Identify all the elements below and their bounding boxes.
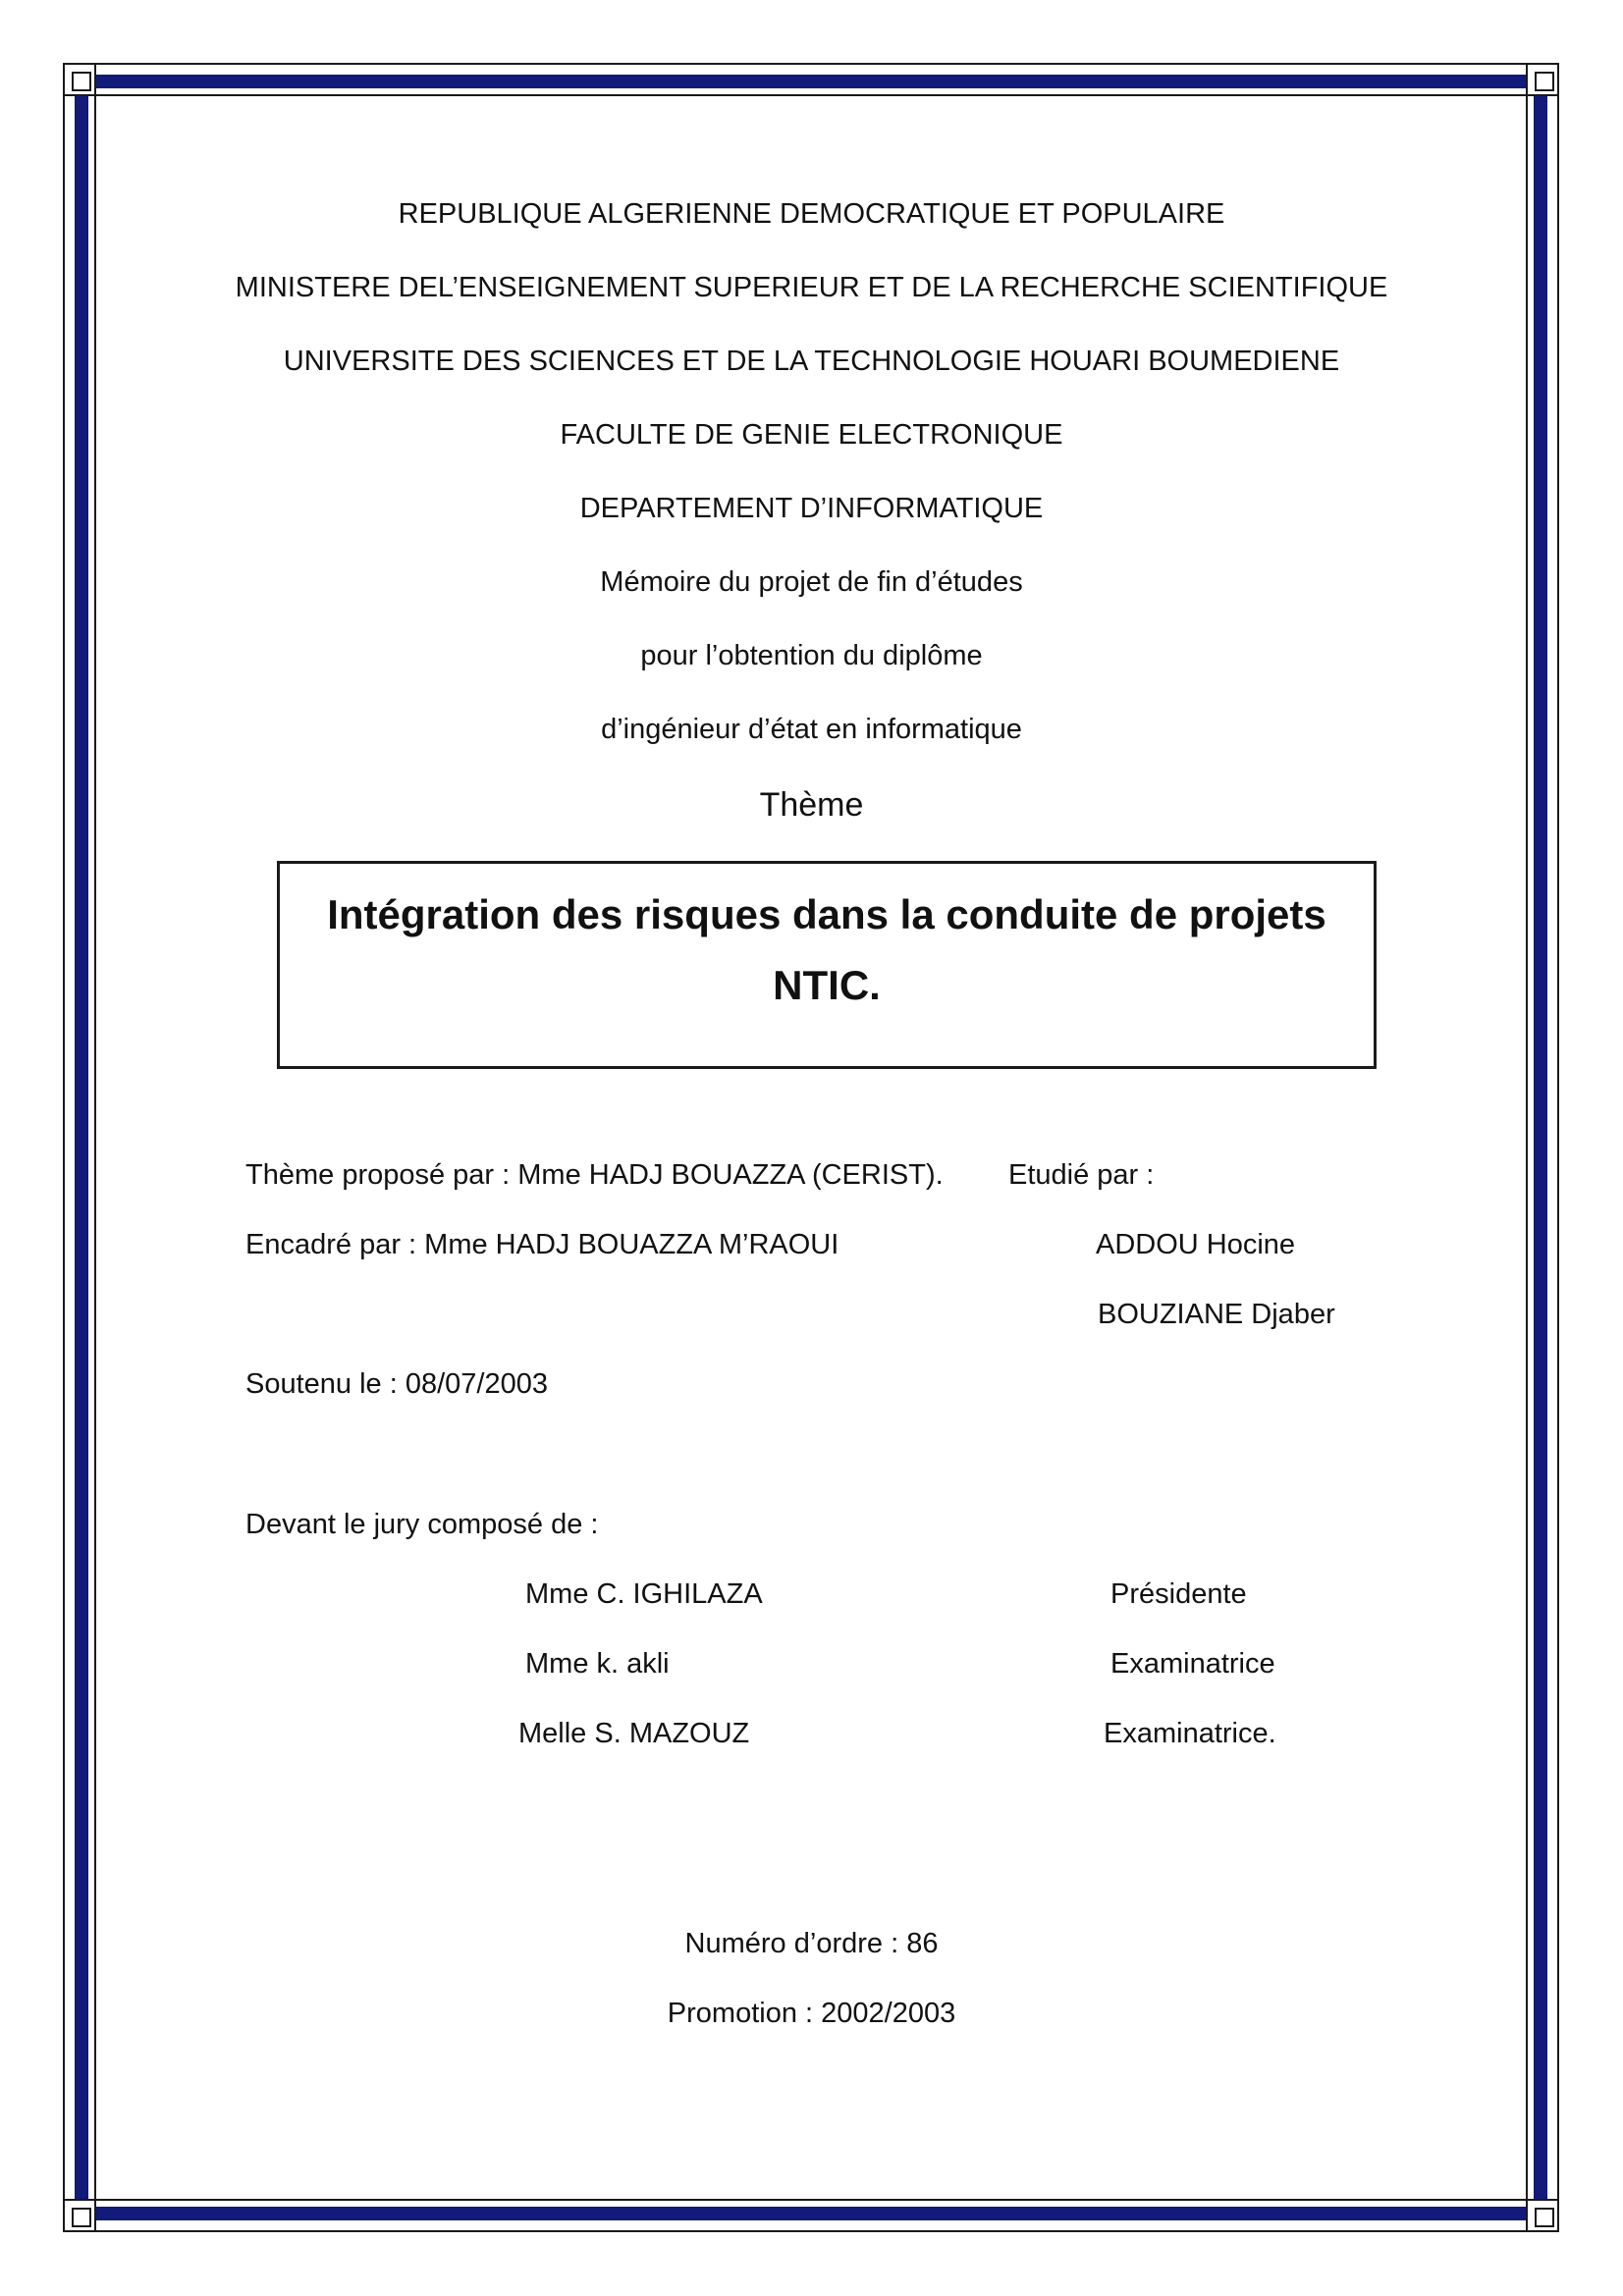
supervised-by: Encadré par : Mme HADJ BOUAZZA M’RAOUI xyxy=(245,1229,839,1260)
page-frame-inner-line xyxy=(94,94,1528,2201)
header-department: DEPARTEMENT D’INFORMATIQUE xyxy=(579,493,1044,524)
header-university: UNIVERSITE DES SCIENCES ET DE LA TECHNOLOGIE HOUARI BOUMEDIENE xyxy=(283,346,1340,377)
jury-member-role: Présidente xyxy=(1110,1578,1247,1610)
header-memoire: Mémoire du projet de fin d’études xyxy=(600,566,1023,598)
header-faculty: FACULTE DE GENIE ELECTRONIQUE xyxy=(560,419,1063,451)
proposed-by: Thème proposé par : Mme HADJ BOUAZZA (CERIST). xyxy=(245,1159,944,1191)
jury-label: Devant le jury composé de : xyxy=(245,1509,599,1540)
student-name: ADDOU Hocine xyxy=(1096,1229,1296,1260)
defense-date: Soutenu le : 08/07/2003 xyxy=(245,1368,548,1400)
jury-member-name: Mme k. akli xyxy=(525,1648,670,1680)
thesis-title-line-1: Intégration des risques dans la conduite de projets xyxy=(327,891,1326,937)
jury-member-role: Examinatrice xyxy=(1110,1648,1275,1680)
header-obtention: pour l’obtention du diplôme xyxy=(640,640,983,671)
frame-corner-ornament xyxy=(1526,63,1559,96)
thesis-title-box xyxy=(277,861,1377,1069)
header-ministry: MINISTERE DEL’ENSEIGNEMENT SUPERIEUR ET DE LA RECHERCHE SCIENTIFIQUE xyxy=(235,272,1388,303)
student-name: BOUZIANE Djaber xyxy=(1098,1299,1335,1330)
frame-corner-ornament xyxy=(1526,2199,1559,2232)
studied-by-label: Etudié par : xyxy=(1008,1159,1155,1191)
frame-corner-ornament xyxy=(63,2199,96,2232)
order-number: Numéro d’ordre : 86 xyxy=(684,1928,939,1959)
header-republic: REPUBLIQUE ALGERIENNE DEMOCRATIQUE ET POPULAIRE xyxy=(398,198,1225,230)
frame-corner-ornament xyxy=(63,63,96,96)
header-diploma: d’ingénieur d’état en informatique xyxy=(601,714,1022,745)
thesis-title xyxy=(280,880,1374,1021)
promotion: Promotion : 2002/2003 xyxy=(667,1998,956,2029)
jury-member-role: Examinatrice. xyxy=(1104,1718,1276,1749)
thesis-title-line-2: NTIC. xyxy=(773,962,881,1008)
theme-label: Thème xyxy=(759,786,864,824)
jury-member-name: Mme C. IGHILAZA xyxy=(525,1578,763,1610)
jury-member-name: Melle S. MAZOUZ xyxy=(518,1718,750,1749)
